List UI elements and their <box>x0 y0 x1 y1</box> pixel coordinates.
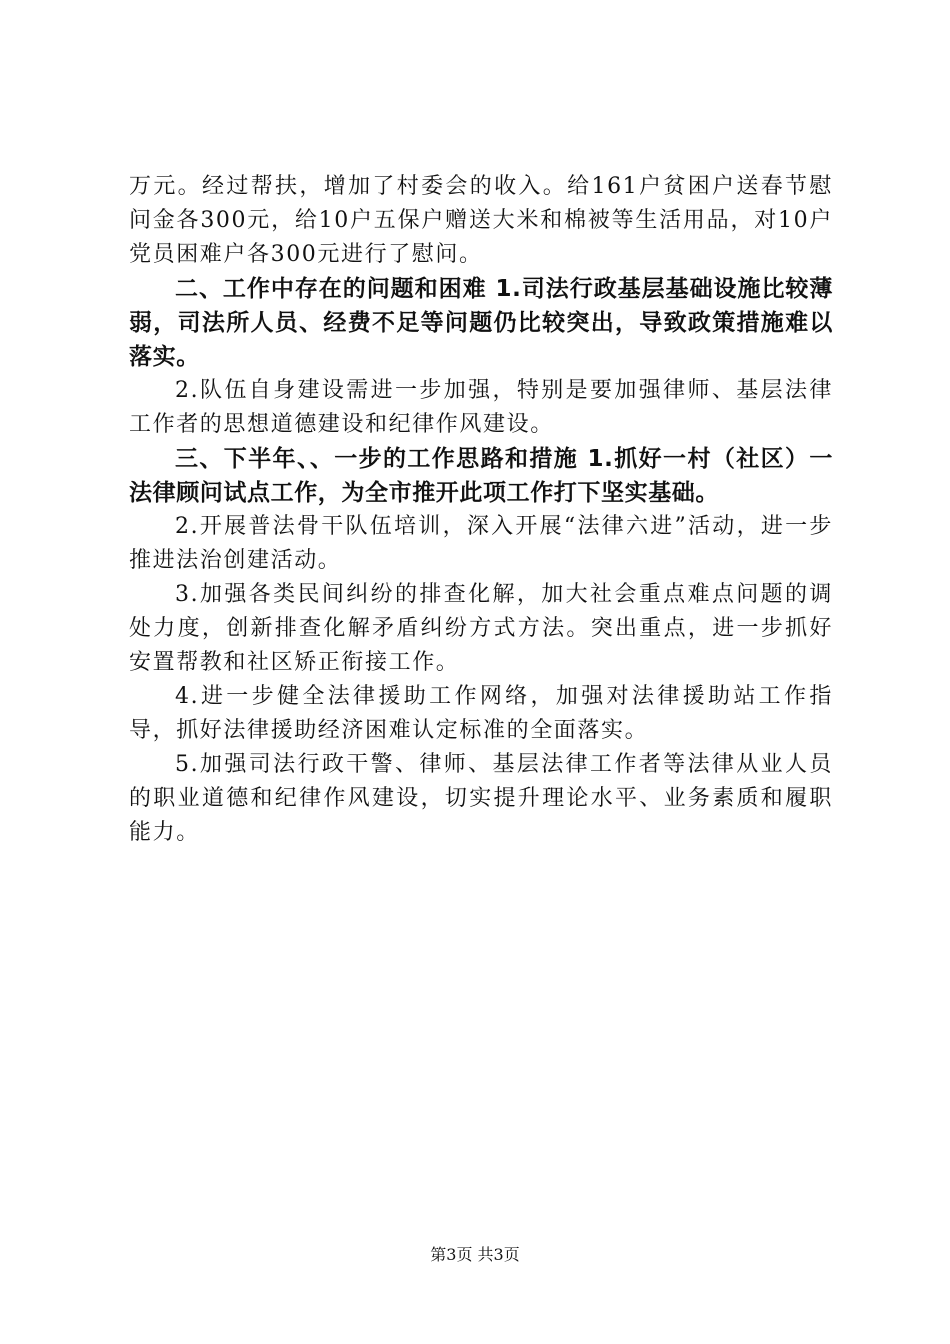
paragraph-5: 2.开展普法骨干队伍培训，深入开展“法律六进”活动，进一步推进法治创建活动。 <box>129 514 833 573</box>
document-body <box>129 170 833 850</box>
paragraph-3: 2.队伍自身建设需进一步加强，特别是要加强律师、基层法律工作者的思想道德建设和纪律作风建设。 <box>129 378 833 437</box>
page-number-footer: 第3页 共3页 <box>430 1245 520 1264</box>
paragraph-1: 万元。经过帮扶，增加了村委会的收入。给161户贫困户送春节慰问金各300元，给10户五保户赠送大米和棉被等生活用品，对10户党员困难户各300元进行了慰问。 <box>129 174 833 267</box>
paragraph-8: 5.加强司法行政干警、律师、基层法律工作者等法律从业人员的职业道德和纪律作风建设，切实提升理论水平、业务素质和履职能力。 <box>129 752 833 845</box>
section-heading-3: 三、下半年、、一步的工作思路和措施 1.抓好一村（社区）一法律顾问试点工作，为全市推开此项工作打下坚实基础。 <box>129 446 833 506</box>
section-heading-2: 二、工作中存在的问题和困难 1.司法行政基层基础设施比较薄弱，司法所人员、经费不足等问题仍比较突出，导致政策措施难以落实。 <box>129 276 833 370</box>
paragraph-7: 4.进一步健全法律援助工作网络，加强对法律援助站工作指导，抓好法律援助经济困难认定标准的全面落实。 <box>129 684 833 743</box>
paragraph-6: 3.加强各类民间纠纷的排查化解，加大社会重点难点问题的调处力度，创新排查化解矛盾纠纷方式方法。突出重点，进一步抓好安置帮教和社区矫正衔接工作。 <box>129 582 833 675</box>
